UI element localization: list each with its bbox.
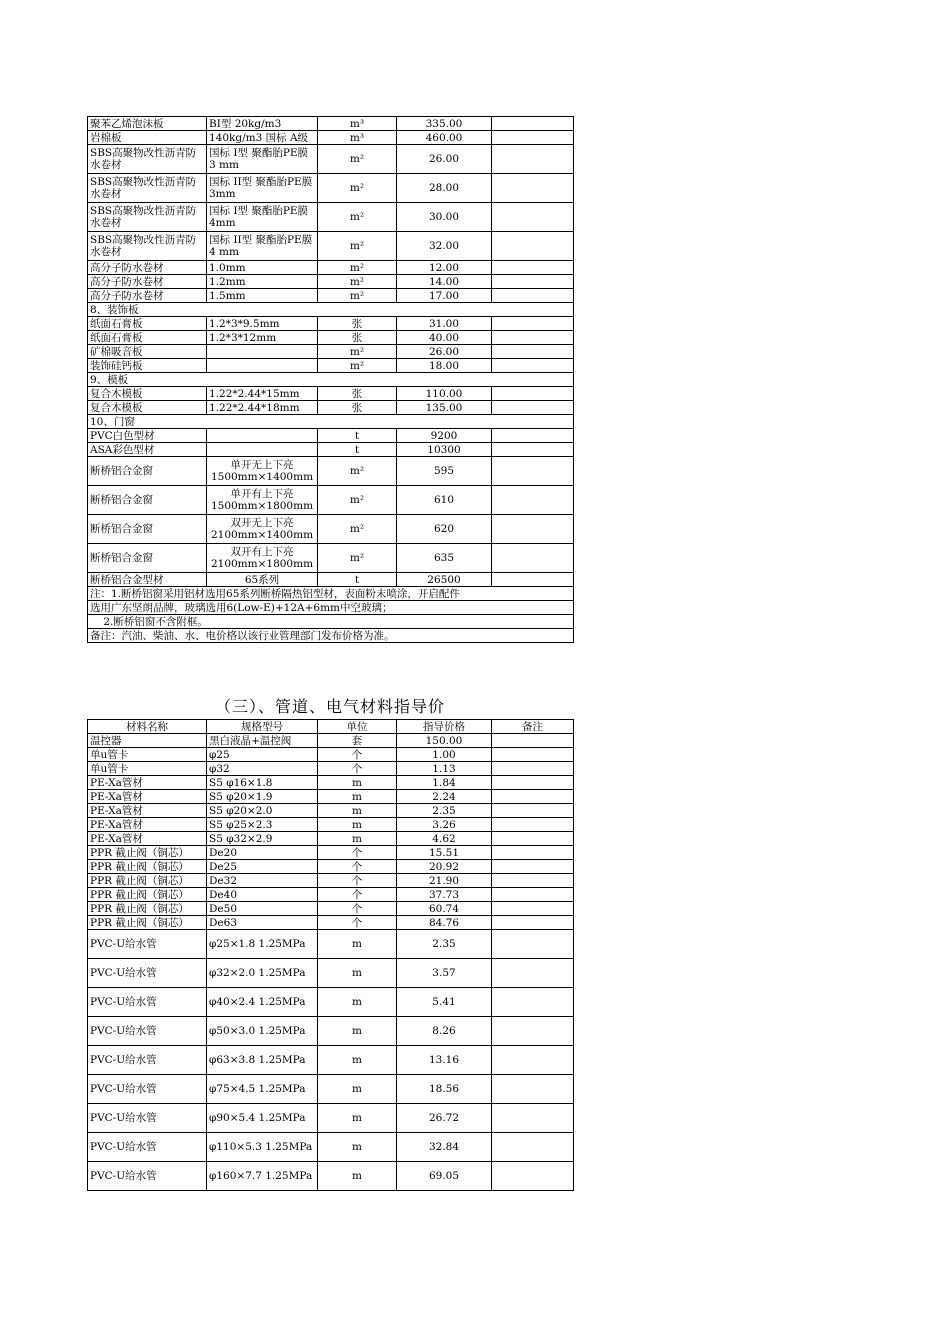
section-header-row [88, 415, 574, 429]
spec-model: 1.5mm [207, 289, 318, 303]
table-row [88, 888, 574, 902]
unit: m [318, 804, 397, 818]
unit: 张 [318, 331, 397, 345]
guide-price: 1.84 [397, 776, 492, 790]
remark [492, 359, 574, 373]
table-row [88, 988, 574, 1017]
guide-price: 460.00 [397, 131, 492, 145]
material-name: 纸面石膏板 [88, 331, 207, 345]
table-row [88, 515, 574, 544]
material-name: PVC-U给水管 [88, 1046, 207, 1075]
guide-price: 40.00 [397, 331, 492, 345]
guide-price: 5.41 [397, 988, 492, 1017]
guide-price: 26.00 [397, 345, 492, 359]
table-row [88, 762, 574, 776]
spec-model: De63 [207, 916, 318, 930]
guide-price: 110.00 [397, 387, 492, 401]
spec-model: S5 φ20×1.9 [207, 790, 318, 804]
spec-model: 国标 I型 聚酯胎PE膜 3 mm [207, 145, 318, 174]
spec-model: 1.22*2.44*15mm [207, 387, 318, 401]
remark [492, 443, 574, 457]
remark [492, 457, 574, 486]
table-header-row [88, 720, 574, 734]
spec-model: S5 φ25×2.3 [207, 818, 318, 832]
remark [492, 1104, 574, 1133]
header-spec: 规格型号 [207, 720, 318, 734]
table-row [88, 874, 574, 888]
note-row [88, 601, 574, 615]
unit: 张 [318, 401, 397, 415]
unit: m² [318, 486, 397, 515]
spec-model: 1.2*3*9.5mm [207, 317, 318, 331]
table-row [88, 387, 574, 401]
remark [492, 988, 574, 1017]
table-row [88, 930, 574, 959]
spec-model: 1.0mm [207, 261, 318, 275]
material-name: PVC白色型材 [88, 429, 207, 443]
remark [492, 289, 574, 303]
guide-price: 2.35 [397, 804, 492, 818]
table-row [88, 443, 574, 457]
spec-model: 黑白液晶+温控阀 [207, 734, 318, 748]
unit: t [318, 429, 397, 443]
section-header: 10、门窗 [88, 415, 574, 429]
guide-price: 335.00 [397, 117, 492, 131]
guide-price: 8.26 [397, 1017, 492, 1046]
section-header-row [88, 303, 574, 317]
spec-model: 国标 II型 聚酯胎PE膜 4 mm [207, 232, 318, 261]
spec-model: φ110×5.3 1.25MPa [207, 1133, 318, 1162]
spec-model: 双开无上下亮 2100mm×1400mm [207, 515, 318, 544]
unit: m³ [318, 117, 397, 131]
material-name: PE-Xa管材 [88, 832, 207, 846]
spec-model: 140kg/m3 国标 A级 [207, 131, 318, 145]
table-row [88, 1162, 574, 1191]
remark [492, 232, 574, 261]
spec-model: φ160×7.7 1.25MPa [207, 1162, 318, 1191]
material-name: 断桥铝合金型材 [88, 573, 207, 587]
unit: 个 [318, 846, 397, 860]
material-name: 聚苯乙烯泡沫板 [88, 117, 207, 131]
unit: m² [318, 359, 397, 373]
material-name: PVC-U给水管 [88, 959, 207, 988]
table-row [88, 734, 574, 748]
table-row [88, 860, 574, 874]
guide-price: 14.00 [397, 275, 492, 289]
spec-model: 65系列 [207, 573, 318, 587]
unit: m² [318, 275, 397, 289]
remark [492, 401, 574, 415]
guide-price: 135.00 [397, 401, 492, 415]
material-name: PPR 截止阀（铜芯） [88, 888, 207, 902]
spec-model [207, 359, 318, 373]
material-name: SBS高聚物改性沥青防水卷材 [88, 145, 207, 174]
spec-model: φ90×5.4 1.25MPa [207, 1104, 318, 1133]
spec-model: S5 φ16×1.8 [207, 776, 318, 790]
remark [492, 203, 574, 232]
table-row [88, 832, 574, 846]
guide-price: 60.74 [397, 902, 492, 916]
unit: 个 [318, 748, 397, 762]
note-text: 备注：汽油、柴油、水、电价格以该行业管理部门发布价格为准。 [88, 629, 574, 643]
spec-model: φ40×2.4 1.25MPa [207, 988, 318, 1017]
guide-price: 1.00 [397, 748, 492, 762]
guide-price: 15.51 [397, 846, 492, 860]
guide-price: 610 [397, 486, 492, 515]
guide-price: 12.00 [397, 261, 492, 275]
remark [492, 832, 574, 846]
remark [492, 916, 574, 930]
material-name: PVC-U给水管 [88, 1017, 207, 1046]
unit: m [318, 1017, 397, 1046]
unit: m [318, 1133, 397, 1162]
section-header: 8、装饰板 [88, 303, 574, 317]
materials-table-1 [87, 116, 574, 643]
spec-model: φ32 [207, 762, 318, 776]
remark [492, 117, 574, 131]
material-name: SBS高聚物改性沥青防水卷材 [88, 203, 207, 232]
guide-price: 150.00 [397, 734, 492, 748]
table-row [88, 1017, 574, 1046]
table-row [88, 544, 574, 573]
material-name: PPR 截止阀（铜芯） [88, 874, 207, 888]
material-name: PVC-U给水管 [88, 1133, 207, 1162]
table-row [88, 131, 574, 145]
material-name: PPR 截止阀（铜芯） [88, 916, 207, 930]
material-name: PE-Xa管材 [88, 776, 207, 790]
table-row [88, 117, 574, 131]
spec-model: 单开有上下亮 1500mm×1800mm [207, 486, 318, 515]
guide-price: 18.56 [397, 1075, 492, 1104]
remark [492, 1017, 574, 1046]
guide-price: 32.00 [397, 232, 492, 261]
spec-model: φ50×3.0 1.25MPa [207, 1017, 318, 1046]
guide-price: 13.16 [397, 1046, 492, 1075]
unit: m [318, 930, 397, 959]
unit: m [318, 1162, 397, 1191]
unit: 个 [318, 888, 397, 902]
unit: 张 [318, 317, 397, 331]
material-name: 复合木模板 [88, 401, 207, 415]
guide-price: 9200 [397, 429, 492, 443]
spec-model: φ63×3.8 1.25MPa [207, 1046, 318, 1075]
remark [492, 874, 574, 888]
spec-model: BI型 20kg/m3 [207, 117, 318, 131]
table-row [88, 261, 574, 275]
table-row [88, 573, 574, 587]
table-row [88, 345, 574, 359]
table-row [88, 818, 574, 832]
guide-price: 21.90 [397, 874, 492, 888]
remark [492, 174, 574, 203]
table-row [88, 1104, 574, 1133]
table-row [88, 401, 574, 415]
remark [492, 860, 574, 874]
spec-model [207, 345, 318, 359]
table-row [88, 902, 574, 916]
guide-price: 2.24 [397, 790, 492, 804]
unit: 套 [318, 734, 397, 748]
unit: m [318, 988, 397, 1017]
material-name: 岩棉板 [88, 131, 207, 145]
material-name: 高分子防水卷材 [88, 275, 207, 289]
note-row [88, 587, 574, 601]
remark [492, 748, 574, 762]
remark [492, 1046, 574, 1075]
remark [492, 1162, 574, 1191]
remark [492, 804, 574, 818]
remark [492, 387, 574, 401]
material-name: 断桥铝合金窗 [88, 486, 207, 515]
unit: m² [318, 345, 397, 359]
table-row [88, 748, 574, 762]
note-row [88, 615, 574, 629]
guide-price: 28.00 [397, 174, 492, 203]
remark [492, 331, 574, 345]
unit: m² [318, 203, 397, 232]
unit: m² [318, 174, 397, 203]
table-row [88, 203, 574, 232]
spec-model: 1.2mm [207, 275, 318, 289]
material-name: 高分子防水卷材 [88, 289, 207, 303]
guide-price: 26500 [397, 573, 492, 587]
material-name: 复合木模板 [88, 387, 207, 401]
remark [492, 544, 574, 573]
table-row [88, 275, 574, 289]
table-row [88, 331, 574, 345]
unit: m [318, 1075, 397, 1104]
remark [492, 818, 574, 832]
spec-model: 1.22*2.44*18mm [207, 401, 318, 415]
remark [492, 1075, 574, 1104]
note-text: 注：1.断桥铝窗采用铝材选用65系列断桥隔热铝型材，表面粉末喷涂，开启配件 [88, 587, 574, 601]
unit: 个 [318, 762, 397, 776]
guide-price: 31.00 [397, 317, 492, 331]
material-name: PVC-U给水管 [88, 930, 207, 959]
table-row [88, 846, 574, 860]
note-row [88, 629, 574, 643]
guide-price: 30.00 [397, 203, 492, 232]
table-row [88, 317, 574, 331]
material-name: PVC-U给水管 [88, 1075, 207, 1104]
spec-model: 单开无上下亮 1500mm×1400mm [207, 457, 318, 486]
note-text: 选用广东坚朗品牌，玻璃选用6(Low-E)+12A+6mm中空玻璃； [88, 601, 574, 615]
unit: m [318, 790, 397, 804]
spec-model: De40 [207, 888, 318, 902]
guide-price: 26.72 [397, 1104, 492, 1133]
material-name: PVC-U给水管 [88, 1104, 207, 1133]
material-name: 单u管卡 [88, 762, 207, 776]
table-row [88, 790, 574, 804]
table-row [88, 174, 574, 203]
guide-price: 32.84 [397, 1133, 492, 1162]
remark [492, 486, 574, 515]
remark [492, 930, 574, 959]
unit: m³ [318, 131, 397, 145]
spec-model: De25 [207, 860, 318, 874]
spec-model: φ25×1.8 1.25MPa [207, 930, 318, 959]
remark [492, 959, 574, 988]
spec-model: De20 [207, 846, 318, 860]
unit: m [318, 832, 397, 846]
spec-model: φ25 [207, 748, 318, 762]
guide-price: 20.92 [397, 860, 492, 874]
remark [492, 776, 574, 790]
spec-model: De32 [207, 874, 318, 888]
table-row [88, 804, 574, 818]
unit: t [318, 443, 397, 457]
unit: m² [318, 515, 397, 544]
material-name: 高分子防水卷材 [88, 261, 207, 275]
spec-model: S5 φ20×2.0 [207, 804, 318, 818]
table-row [88, 1133, 574, 1162]
remark [492, 762, 574, 776]
guide-price: 18.00 [397, 359, 492, 373]
guide-price: 635 [397, 544, 492, 573]
unit: t [318, 573, 397, 587]
guide-price: 595 [397, 457, 492, 486]
guide-price: 17.00 [397, 289, 492, 303]
material-name: 断桥铝合金窗 [88, 457, 207, 486]
guide-price: 26.00 [397, 145, 492, 174]
spec-model: φ75×4.5 1.25MPa [207, 1075, 318, 1104]
unit: m [318, 1046, 397, 1075]
guide-price: 69.05 [397, 1162, 492, 1191]
unit: 个 [318, 902, 397, 916]
header-material-name: 材料名称 [88, 720, 207, 734]
unit: m² [318, 289, 397, 303]
remark [492, 131, 574, 145]
material-name: PPR 截止阀（铜芯） [88, 846, 207, 860]
guide-price: 620 [397, 515, 492, 544]
table-row [88, 1046, 574, 1075]
unit: 个 [318, 916, 397, 930]
remark [492, 1133, 574, 1162]
remark [492, 888, 574, 902]
table-row [88, 486, 574, 515]
spec-model: 双开有上下亮 2100mm×1800mm [207, 544, 318, 573]
materials-table-2 [87, 719, 574, 1191]
table-row [88, 776, 574, 790]
table-row [88, 359, 574, 373]
material-name: SBS高聚物改性沥青防水卷材 [88, 174, 207, 203]
material-name: PPR 截止阀（铜芯） [88, 860, 207, 874]
remark [492, 846, 574, 860]
unit: m² [318, 457, 397, 486]
spec-model: 国标 I型 聚酯胎PE膜 4mm [207, 203, 318, 232]
spec-model [207, 429, 318, 443]
unit: 个 [318, 874, 397, 888]
unit: m [318, 776, 397, 790]
spec-model: 国标 II型 聚酯胎PE膜 3mm [207, 174, 318, 203]
section-title-pipes-electrical: （三）、管道、电气材料指导价 [214, 697, 445, 716]
guide-price: 84.76 [397, 916, 492, 930]
material-name: 装饰硅钙板 [88, 359, 207, 373]
guide-price: 10300 [397, 443, 492, 457]
remark [492, 515, 574, 544]
remark [492, 317, 574, 331]
spec-model: S5 φ32×2.9 [207, 832, 318, 846]
spec-model: φ32×2.0 1.25MPa [207, 959, 318, 988]
guide-price: 3.26 [397, 818, 492, 832]
header-unit: 单位 [318, 720, 397, 734]
spec-model [207, 443, 318, 457]
guide-price: 4.62 [397, 832, 492, 846]
table-row [88, 289, 574, 303]
unit: m [318, 818, 397, 832]
unit: m [318, 1104, 397, 1133]
unit: m² [318, 232, 397, 261]
spec-model: De50 [207, 902, 318, 916]
material-name: PVC-U给水管 [88, 1162, 207, 1191]
material-name: 矿棉吸音板 [88, 345, 207, 359]
remark [492, 734, 574, 748]
table-row [88, 959, 574, 988]
remark [492, 790, 574, 804]
remark [492, 145, 574, 174]
unit: m² [318, 544, 397, 573]
material-name: PE-Xa管材 [88, 804, 207, 818]
unit: m [318, 959, 397, 988]
table-row [88, 429, 574, 443]
note-text: 2.断桥铝窗不含附框。 [88, 615, 574, 629]
table-row [88, 145, 574, 174]
remark [492, 261, 574, 275]
material-name: ASA彩色型材 [88, 443, 207, 457]
unit: 张 [318, 387, 397, 401]
table-row [88, 916, 574, 930]
remark [492, 429, 574, 443]
material-name: 纸面石膏板 [88, 317, 207, 331]
guide-price: 37.73 [397, 888, 492, 902]
remark [492, 345, 574, 359]
guide-price: 2.35 [397, 930, 492, 959]
header-remark: 备注 [492, 720, 574, 734]
table-row [88, 1075, 574, 1104]
unit: m² [318, 145, 397, 174]
section-header: 9、模板 [88, 373, 574, 387]
material-name: 单u管卡 [88, 748, 207, 762]
guide-price: 3.57 [397, 959, 492, 988]
section-header-row [88, 373, 574, 387]
spec-model: 1.2*3*12mm [207, 331, 318, 345]
remark [492, 573, 574, 587]
material-name: 断桥铝合金窗 [88, 544, 207, 573]
unit: m² [318, 261, 397, 275]
material-name: 温控器 [88, 734, 207, 748]
unit: 个 [318, 860, 397, 874]
table-row [88, 457, 574, 486]
header-guide-price: 指导价格 [397, 720, 492, 734]
remark [492, 902, 574, 916]
guide-price: 1.13 [397, 762, 492, 776]
material-name: 断桥铝合金窗 [88, 515, 207, 544]
table-row [88, 232, 574, 261]
material-name: PPR 截止阀（铜芯） [88, 902, 207, 916]
material-name: PE-Xa管材 [88, 818, 207, 832]
material-name: SBS高聚物改性沥青防水卷材 [88, 232, 207, 261]
material-name: PVC-U给水管 [88, 988, 207, 1017]
remark [492, 275, 574, 289]
material-name: PE-Xa管材 [88, 790, 207, 804]
